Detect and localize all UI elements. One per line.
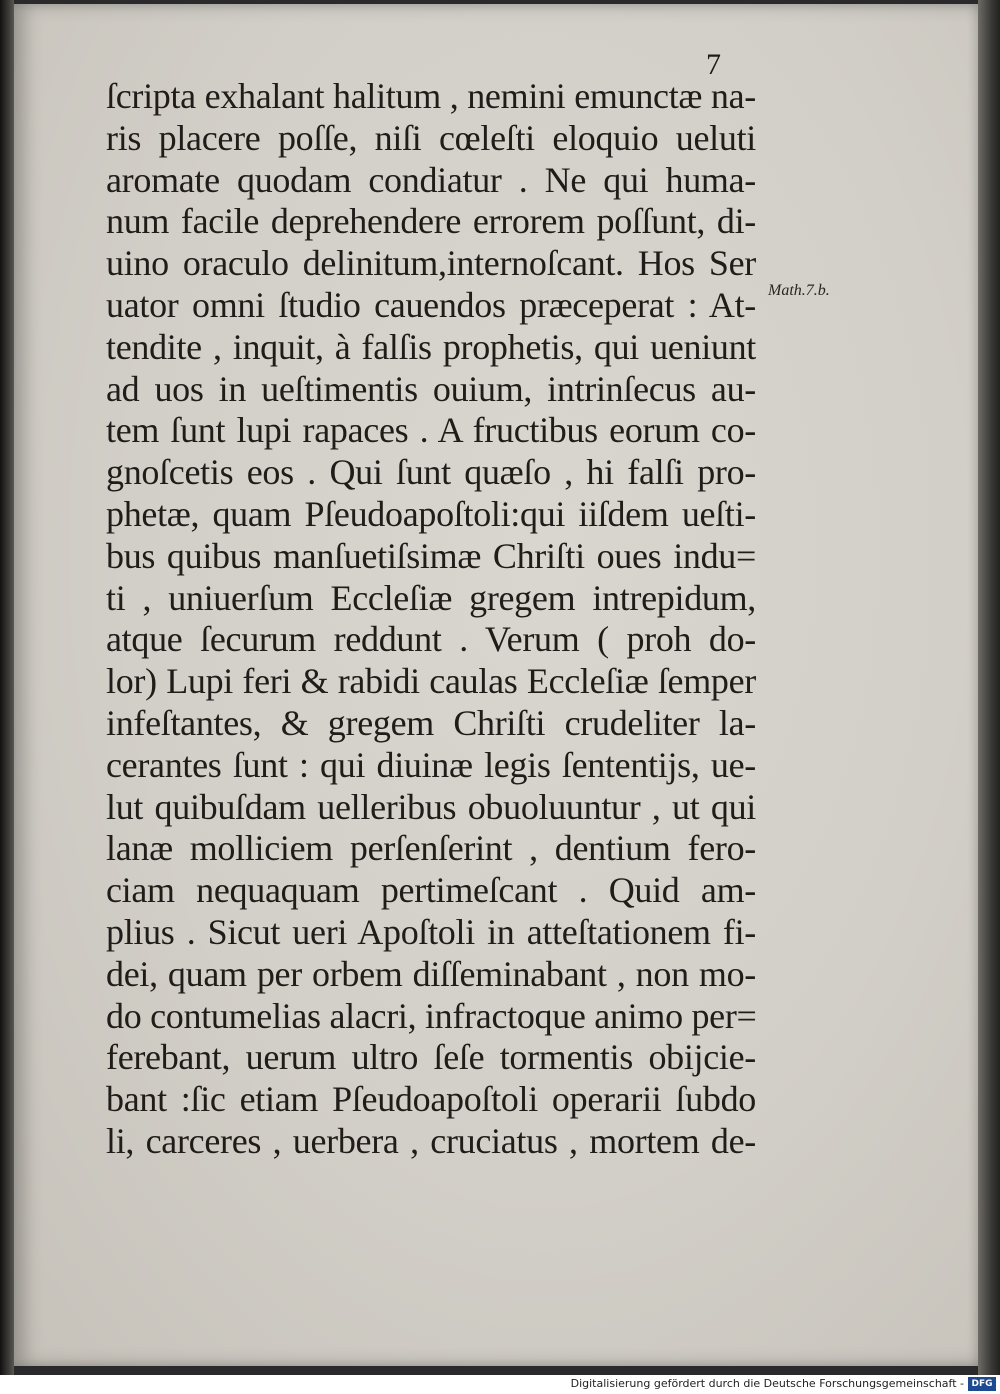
text-line: bant :ſic etiam Pſeudoapoſtoli operarii ſubdo: [106, 1079, 756, 1120]
text-line: lanæ molliciem perſenſerint , dentium fero-: [106, 828, 756, 869]
text-line: ris placere poſſe, niſi cœleſti eloquio ueluti: [106, 117, 756, 158]
text-line: ferebant, uerum ultro ſeſe tormentis obijcie-: [106, 1037, 756, 1078]
book-right-edge: [978, 0, 1000, 1375]
text-line: ciam nequaquam pertimeſcant . Quid am-: [106, 870, 756, 911]
text-line: gnoſcetis eos . Qui ſunt quæſo , hi falſi pro-: [106, 452, 756, 493]
page-number: 7: [706, 48, 721, 81]
text-line: aromate quodam condiatur . Ne qui huma-: [106, 159, 756, 200]
text-line: uino oraculo delinitum,internoſcant. Hos Ser: [106, 243, 756, 284]
footer-bar: [0, 1375, 1000, 1394]
text-line: dei, quam per orbem diſſeminabant , non mo-: [106, 953, 756, 994]
marginal-note: Math.7.b.: [768, 282, 830, 299]
text-line: plius . Sicut ueri Apoſtoli in atteſtationem fi-: [106, 911, 756, 952]
text-line: phetæ, quam Pſeudoapoſtoli:qui iiſdem ueſti-: [106, 493, 756, 534]
text-line: do contumelias alacri, infractoque animo per=: [106, 995, 757, 1036]
text-line: cerantes ſunt : qui diuinæ legis ſententijs, ue-: [106, 744, 756, 785]
text-line: lut quibuſdam uelleribus obuoluuntur , ut qui: [106, 786, 756, 827]
text-line: bus quibus manſuetiſsimæ Chriſti oues indu=: [106, 535, 756, 576]
text-line: ti , uniuerſum Eccleſiæ gregem intrepidum,: [106, 577, 756, 618]
dfg-logo: DFG: [968, 1377, 996, 1391]
text-line: lor) Lupi feri & rabidi caulas Eccleſiæ ſemper: [106, 661, 756, 702]
page-text-block: [106, 76, 756, 1163]
text-line: num facile deprehendere errorem poſſunt, di-: [106, 201, 756, 242]
text-line: infeſtantes, & gregem Chriſti crudeliter la-: [106, 702, 756, 743]
text-line: li, carceres , uerbera , cruciatus , mortem de-: [106, 1120, 756, 1161]
text-line: ad uos in ueſtimentis ouium, intrinſecus au-: [106, 368, 756, 409]
text-line: uator omni ſtudio cauendos præceperat : At-: [106, 284, 756, 325]
footer-credit-text: Digitalisierung gefördert durch die Deutsche Forschungsgemeinschaft -: [570, 1377, 964, 1390]
text-line: atque ſecurum reddunt . Verum ( proh do-: [106, 619, 756, 660]
text-line: ſcripta exhalant halitum , nemini emunctæ na-: [106, 76, 756, 116]
text-line: tendite , inquit, à falſis prophetis, qui ueniunt: [106, 326, 756, 367]
text-line: tem ſunt lupi rapaces . A fructibus eorum co-: [106, 410, 756, 451]
book-left-edge: [0, 0, 14, 1375]
